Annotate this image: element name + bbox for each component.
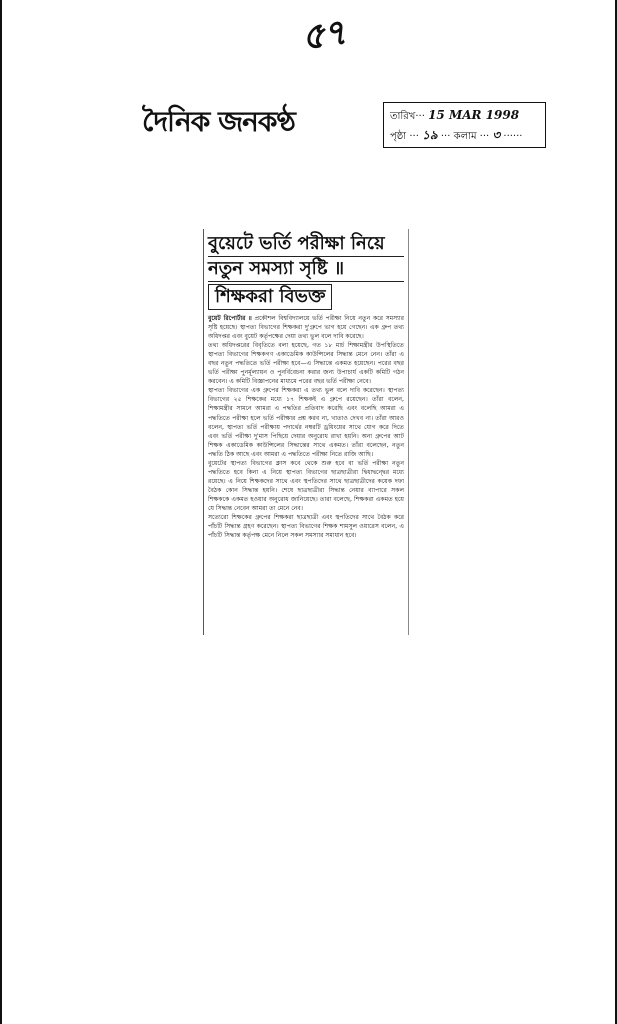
article-paragraph: সত্যেরো শিক্ষকের গ্রুপের শিক্ষকরা ছাত্রছাত্রী এবং স্থপতিদের সাথে বৈঠক করে পাঁচটি সিদ্ধান্ত গ্রহণ করেছেন। স্থাপত্য বিভাগের শিক্ষক শামসুল ওয়ারেস বলেন, এ পাঁচটি সিদ্ধান্ত কর্তৃপক্ষ মেনে নিলে সকল সমস্যার সমাধান হবে। [208, 514, 404, 540]
article-dateline: বুয়েট রিপোর্টার ॥ [208, 315, 252, 322]
handwritten-archive-number: ৫৭ [298, 11, 348, 59]
date-stamp-box [383, 102, 546, 148]
article-body [208, 314, 404, 540]
article-headline [208, 232, 404, 310]
date-value: 15 MAR 1998 [428, 108, 520, 122]
article-paragraph [208, 314, 404, 341]
column-dots: ··· [476, 131, 493, 142]
article-paragraph: স্থাপত্য বিভাগের এক গ্রুপের শিক্ষকরা এ তথ্য ভুল বলে দাবি করেছেন। স্থাপত্য বিভাগের ২৫ শিক্ষকের মধ্যে ১৭ শিক্ষকই এ গ্রুপে রয়েছেন। তাঁরা বলেন, শিক্ষামন্ত্রীর সামনে আমরা এ পদ্ধতির প্রতিবাদ করেছি এবং বলেছি আমরা এ পদ্ধতিতে পরীক্ষা হলে ভর্তি পরীক্ষার প্রশ্ন করব না, খাতাও দেখব না। তাঁরা আরও বলেন, স্থাপত্য ভর্তি পরীক্ষায় পদার্থের নম্বরটি ড্রয়িংয়ের সাথে যোগ করে দিতে এবং ভর্তি পরীক্ষা দু'মাস পিছিয়ে দেয়ার অনুরোধ রাখা হয়নি। অন্য গ্রুপের আট শিক্ষক একাডেমিক কাউন্সিলের সিদ্ধান্তের সাথে একমত। তাঁরা বলেছেন, নতুন পদ্ধতি ঠিক আছে এবং আমরা এ পদ্ধতিতে পরীক্ষা নিতে রাজি আছি। [208, 387, 404, 458]
page-label: পৃষ্ঠা [390, 131, 407, 142]
newspaper-clipping [203, 229, 409, 635]
page-value: ১৯ [422, 128, 438, 142]
headline-line-2: নতুন সমস্যা সৃষ্টি ॥ [208, 257, 404, 282]
date-label: তারিখ [390, 111, 416, 122]
article-paragraph: বুয়েটের স্থাপত্য বিভাগের ক্লাস কবে থেকে শুরু হবে বা ভর্তি পরীক্ষা নতুন পদ্ধতিতে হবে কিনা এ নিয়ে স্থাপত্য বিভাগের ছাত্রছাত্রীরা দ্বিধাদ্বন্দ্বের মধ্যে রয়েছে। এ নিয়ে শিক্ষকদের সাথে এবং স্থপতিদের সাথে ছাত্রছাত্রীদের কয়েক দফা বৈঠক কোন সিদ্ধান্ত হয়নি। শেষে ছাত্রছাত্রীরা সিদ্ধান্ত নেয়ার ব্যাপারে সকল শিক্ষককে একমত হওয়ার অনুরোধ জানিয়েছে। তারা বলেছে, শিক্ষকরা একমত হয়ে যে সিদ্ধান্ত নেবেন আমরা তা মেনে নেব। [208, 459, 404, 512]
column-value: ৩ [492, 128, 501, 142]
paragraph-text: প্রকৌশল বিশ্ববিদ্যালয়ে ভর্তি পরীক্ষা নিয়ে নতুন করে সমস্যার সৃষ্টি হয়েছে। স্থাপত্য বিভাগের শিক্ষকরা দু'গ্রুপে ভাগ হয়ে গেছেন। এক গ্রুপ তথ্য অধিদপ্তর এবং বুয়েট কর্তৃপক্ষের দেয়া তথ্য ভুল বলে দাবি করেছে। [208, 315, 405, 341]
headline-line-3: শিক্ষকরা বিভক্ত [208, 284, 332, 310]
article-paragraph: তথ্য অধিদপ্তরের বিবৃতিতে বলা হয়েছে, গত ১৮ মার্চ শিক্ষামন্ত্রীর উপস্থিতিতে স্থাপত্য বিভাগের শিক্ষকগণ একাডেমিক কাউন্সিলের সিদ্ধান্ত মেনে নেন। তাঁরা এ বছর নতুন পদ্ধতিতে ভর্তি পরীক্ষা হবে—এ সিদ্ধান্তে একমত হয়েছেন। পরের বছর ভর্তি পরীক্ষা পুনর্মূল্যায়ন ও পুনর্বিবেচনা করার জন্য উপাচার্য একটি কমিটি গঠন করবেন। এ কমিটি বিজ্ঞাপনের মাধ্যমে পরের বছর ভর্তি পরীক্ষা নেবে। [208, 342, 404, 386]
date-dots: ··· [415, 111, 429, 122]
page-dots: ··· [406, 131, 423, 142]
date-row [390, 106, 539, 126]
column-label: কলাম [453, 131, 477, 142]
page-column-row [390, 126, 539, 146]
page-border-left [0, 0, 2, 1024]
headline-line-1: বুয়েটে ভর্তি পরীক্ষা নিয়ে [208, 232, 404, 257]
newspaper-masthead: দৈনিক জনকণ্ঠ [142, 105, 295, 138]
page-dots-after: ··· [437, 131, 454, 142]
column-dots-after: ······ [500, 131, 523, 142]
